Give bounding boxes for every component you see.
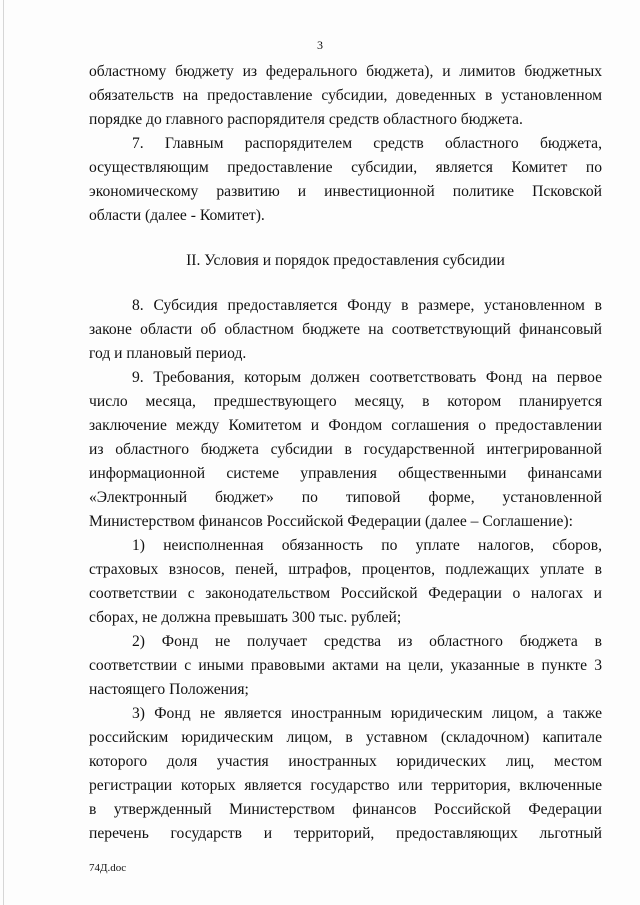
text-line: число месяца, предшествующего месяцу, в котором планируется [89, 393, 602, 410]
text-line: год и плановый период. [89, 345, 247, 362]
text-line: соответствии с иными правовыми актами на цели, указанные в пункте 3 [89, 657, 602, 674]
section-heading: II. Условия и порядок предоставления субсидии [186, 252, 505, 269]
paragraph-9-start: 9. Требования, которым должен соответствовать Фонд на первое [132, 369, 602, 386]
text-line: информационной системе управления общественными финансами [89, 465, 602, 482]
text-line: экономическому развитию и инвестиционной политике Псковской [89, 183, 602, 200]
subitem-2-start: 2) Фонд не получает средства из областного бюджета в [132, 633, 602, 650]
paragraph-8-start: 8. Субсидия предоставляется Фонду в размере, установленном в [132, 297, 602, 314]
text-line: Министерством финансов Российской Федерации (далее – Соглашение): [89, 513, 573, 530]
text-line: обязательств на предоставление субсидии, доведенных в установленном [89, 87, 602, 104]
text-line: настоящего Положения; [89, 681, 249, 698]
text-line: порядке до главного распорядителя средств областного бюджета. [89, 111, 523, 128]
text-line: законе области об областном бюджете на соответствующий финансовый [89, 321, 602, 338]
text-line: российским юридическим лицом, в уставном (складочном) капитале [89, 729, 602, 746]
text-line: областному бюджету из федерального бюджета), и лимитов бюджетных [89, 63, 602, 80]
page-number: 3 [317, 38, 323, 52]
page-edge-line [3, 0, 4, 905]
text-line: которого доля участия иностранных юридических лиц, местом [89, 753, 602, 770]
text-line: области (далее - Комитет). [89, 207, 265, 224]
text-line: «Электронный бюджет» по типовой форме, установленной [89, 489, 602, 506]
text-line: страховых взносов, пеней, штрафов, процентов, подлежащих уплате в [89, 561, 602, 578]
text-line: соответствии с законодательством Российской Федерации о налогах и [89, 585, 602, 602]
text-line: заключение между Комитетом и Фондом соглашения о предоставлении [89, 417, 602, 434]
text-line: осуществляющим предоставление субсидии, является Комитет по [89, 159, 602, 176]
text-line: регистрации которых является государство или территория, включенные [89, 777, 602, 794]
text-line: перечень государств и территорий, предоставляющих льготный [89, 825, 602, 842]
footer-filename: 74Д.doc [89, 862, 127, 874]
subitem-1-start: 1) неисполненная обязанность по уплате налогов, сборов, [132, 537, 602, 554]
text-line: из областного бюджета субсидии в государственной интегрированной [89, 441, 602, 458]
subitem-3-start: 3) Фонд не является иностранным юридическим лицом, а также [132, 705, 602, 722]
text-line: в утвержденный Министерством финансов Российской Федерации [89, 801, 602, 818]
paragraph-7-start: 7. Главным распорядителем средств областного бюджета, [132, 135, 602, 152]
text-line: сборах, не должна превышать 300 тыс. рублей; [89, 609, 402, 626]
